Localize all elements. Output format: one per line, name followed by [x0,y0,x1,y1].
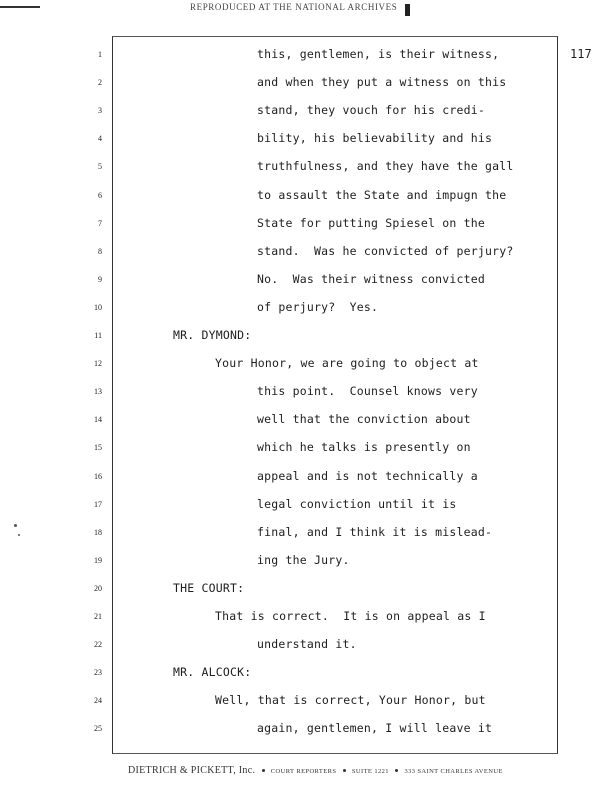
scan-speck [14,524,17,527]
transcript-line: to assault the State and impugn the [257,187,507,202]
transcript-line: ing the Jury. [257,552,350,567]
line-number: 15 [94,443,102,453]
transcript-line: truthfulness, and they have the gall [257,159,514,174]
footer-separator [395,769,398,772]
transcript-line: appeal and is not technically a [257,468,478,483]
transcript-line: Well, that is correct, Your Honor, but [215,693,486,708]
transcript-line: That is correct. It is on appeal as I [215,609,486,623]
transcript-line: final, and I think it is mislead- [257,524,493,539]
line-number: 16 [94,471,102,481]
speaker-label: THE COURT: [173,580,245,595]
footer-role: COURT REPORTERS [270,768,337,775]
line-number: 8 [98,246,102,256]
line-number: 13 [94,387,102,397]
transcript-line: which he talks is presently on [257,440,471,455]
line-number: 3 [98,106,102,116]
line-number: 23 [94,668,102,678]
line-number: 11 [94,331,102,340]
transcript-line: well that the conviction about [257,412,471,427]
line-number: 18 [94,527,102,537]
footer-separator [343,769,346,772]
transcript-line: Your Honor, we are going to object at [215,356,479,371]
transcript-line: No. Was their witness convicted [257,271,485,286]
scan-mark [0,6,40,8]
archive-stamp-mark [405,4,410,16]
footer-separator [262,769,265,772]
footer-suite: SUITE 1221 [351,768,389,775]
speaker-label: MR. ALCOCK: [173,665,252,680]
line-number: 19 [94,555,102,565]
transcript-line: stand, they vouch for his credi- [257,103,485,118]
line-number: 4 [98,134,102,144]
page-footer [128,765,568,776]
transcript-line: State for putting Spiesel on the [257,215,485,230]
line-number: 9 [98,274,102,284]
line-number: 6 [98,190,102,200]
page-number: 117 [570,47,592,61]
transcript-line: this point. Counsel knows very [257,384,478,399]
line-number: 25 [94,724,102,734]
line-number: 1 [98,50,102,59]
footer-firm: DIETRICH & PICKETT, Inc. [128,765,256,776]
transcript-line: this, gentlemen, is their witness, [257,47,500,61]
line-number: 20 [94,583,102,593]
scan-speck [18,534,20,536]
transcript-line: legal conviction until it is [257,496,457,511]
transcript-line: bility, his believability and his [257,131,493,146]
archive-header: REPRODUCED AT THE NATIONAL ARCHIVES [190,2,398,12]
line-number: 10 [94,302,102,312]
footer-address: 333 SAINT CHARLES AVENUE [404,768,503,775]
line-number: 14 [94,415,102,425]
line-number: 5 [98,162,102,172]
line-number: 2 [98,78,102,88]
speaker-label: MR. DYMOND: [173,328,252,342]
transcript-line: understand it. [257,637,357,652]
line-number: 24 [94,696,102,706]
line-number: 12 [94,359,102,369]
line-number: 22 [94,640,102,650]
line-number: 21 [94,612,102,621]
transcript-line: again, gentlemen, I will leave it [257,721,493,736]
line-number: 17 [94,499,102,509]
transcript-line: of perjury? Yes. [257,299,379,314]
transcript-line: stand. Was he convicted of perjury? [257,243,514,258]
line-number: 7 [98,218,102,228]
transcript-line: and when they put a witness on this [257,75,507,90]
